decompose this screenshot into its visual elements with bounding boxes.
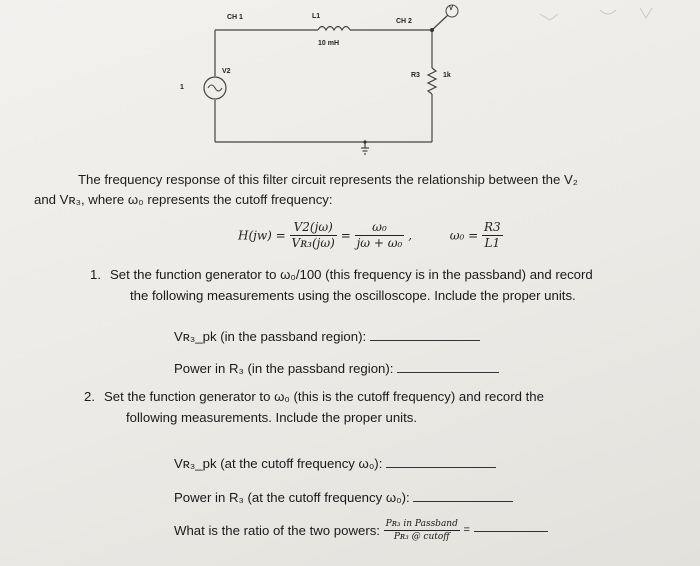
l1-value: 10 mH — [318, 40, 340, 47]
probe-label: V — [449, 6, 454, 12]
q2-field-power-blank[interactable] — [413, 500, 513, 502]
q2-ratio-label: What is the ratio of the two powers: — [174, 523, 380, 538]
q1-line-2: the following measurements using the oscilloscope. Include the proper units. — [130, 288, 576, 303]
q2-ratio-equals: = — [463, 524, 470, 536]
l1-label: L1 — [312, 13, 321, 20]
eq-frac1-den: Vʀ₃(jω) — [291, 236, 335, 250]
r3-label: R3 — [411, 72, 420, 79]
intro-line-1: The frequency response of this filter circuit represents the relationship between the V₂ — [78, 172, 578, 187]
q1-number: 1. — [90, 267, 101, 282]
q2-number: 2. — [84, 389, 95, 404]
q2-ratio-blank[interactable] — [474, 530, 548, 532]
intro-line-2: and Vʀ₃, where ω₀ represents the cutoff frequency: — [34, 192, 333, 207]
q1-field-power — [174, 359, 499, 378]
q2-line-2: following measurements. Include the proper units. — [126, 410, 418, 425]
circuit-wires — [0, 0, 700, 170]
circuit-schematic — [0, 0, 700, 170]
eq-fraction-3 — [482, 220, 503, 251]
transfer-function — [238, 220, 503, 251]
ch1-label: CH 1 — [227, 14, 243, 21]
r3-value: 1k — [443, 72, 451, 79]
q1-field-vr3-label: Vʀ₃_pk (in the passband region): — [174, 329, 367, 344]
q1-field-power-blank[interactable] — [397, 371, 499, 373]
ch2-label: CH 2 — [396, 18, 412, 25]
q2-ratio — [174, 518, 548, 543]
eq-frac1-num: V2(jω) — [290, 220, 337, 236]
eq-w0: ω₀ = — [449, 228, 479, 243]
q1-line-1: Set the function generator to ω₀/100 (this frequency is in the passband) and record — [110, 267, 593, 282]
q2-field-vr3 — [174, 454, 496, 473]
q2-field-vr3-blank[interactable] — [386, 466, 496, 468]
eq-equals: = — [340, 228, 351, 243]
eq-lhs: H(jw) = — [238, 228, 286, 243]
q2-line-1: Set the function generator to ω₀ (this is the cutoff frequency) and record the — [104, 389, 544, 404]
q1-field-power-label: Power in R₃ (in the passband region): — [174, 361, 394, 376]
q2-ratio-den: Pʀ₃ @ cutoff — [393, 532, 450, 542]
source-label: V2 — [222, 68, 231, 75]
eq-frac3-den: L1 — [484, 236, 501, 250]
eq-fraction-2 — [355, 220, 405, 251]
eq-fraction-1 — [290, 220, 337, 251]
q2-field-vr3-label: Vʀ₃_pk (at the cutoff frequency ω₀): — [174, 456, 383, 471]
eq-frac3-num: R3 — [483, 220, 501, 234]
q2-field-power — [174, 488, 513, 507]
eq-frac2-den: jω + ω₀ — [356, 236, 403, 250]
q2-ratio-num: Pʀ₃ in Passband — [385, 519, 458, 529]
node-label: 1 — [180, 84, 184, 91]
q2-ratio-fraction — [384, 518, 460, 543]
eq-frac2-num: ω₀ — [355, 220, 405, 236]
eq-comma: , — [408, 228, 413, 243]
q1-field-vr3-blank[interactable] — [370, 339, 480, 341]
q1-field-vr3 — [174, 327, 480, 346]
q2-field-power-label: Power in R₃ (at the cutoff frequency ω₀): — [174, 490, 410, 505]
